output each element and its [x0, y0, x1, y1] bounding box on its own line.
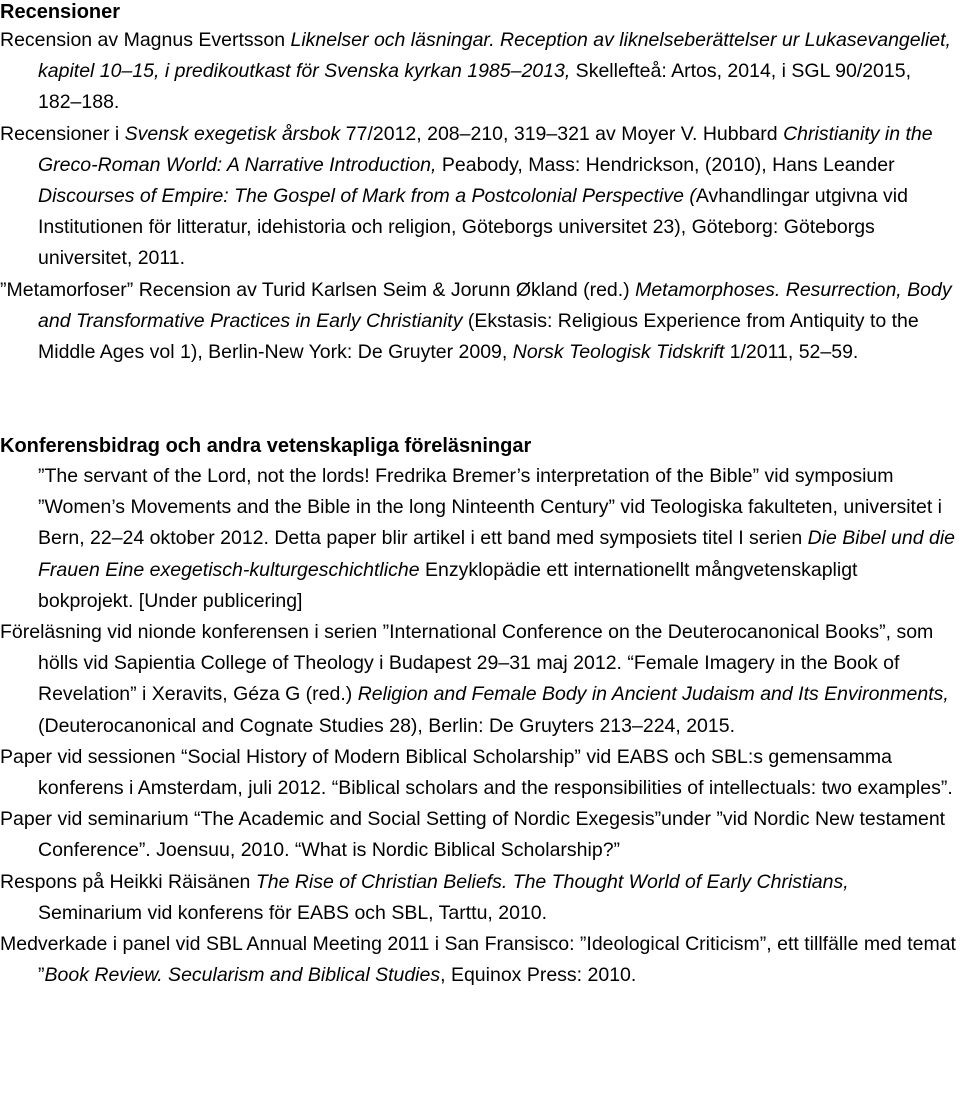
conferences-list: [0, 461, 958, 991]
entry-text: ”Metamorfoser” Recension av Turid Karlsen Seim & Jorunn Økland (red.): [0, 278, 636, 301]
entry-text: 1/2011, 52–59.: [724, 341, 859, 364]
conference-entry: [0, 742, 958, 804]
entry-text: Peabody, Mass: Hendrickson, (2010), Hans Leander: [436, 153, 895, 176]
review-entry: [0, 119, 958, 275]
italic-title: Svensk exegetisk årsbok: [124, 122, 341, 145]
entry-text: 77/2012, 208–210, 319–321 av Moyer V. Hubbard: [340, 122, 784, 145]
entry-text: Recensioner i: [0, 122, 125, 145]
entry-text: Enzyklopädie ett internationellt mångvetenskapligt bokprojekt. [Under publicering]: [38, 558, 858, 612]
conference-entry: [0, 804, 958, 866]
review-entry: [0, 25, 958, 119]
italic-title: Die Bibel und die Frauen Eine exegetisch-kulturgeschichtliche: [38, 527, 956, 581]
entry-text: ”The servant of the Lord, not the lords! Fredrika Bremer’s interpretation of the Bible” vid symposium ”Women’s Movements and the Bible in the long Ninteenth Century” vid Teologiska fakulteten, universitet i Bern, 22–24 oktober 2012. Detta paper blir artikel i ett band med symposiets titel I serien: [38, 465, 942, 550]
entry-text: (Deuterocanonical and Cognate Studies 28), Berlin: De Gruyters 213–224, 2015.: [38, 714, 736, 737]
conference-entry: [0, 617, 958, 742]
conference-entry: [0, 867, 958, 929]
reviews-list: [0, 25, 958, 368]
italic-title: Norsk Teologisk Tidskrift: [512, 341, 725, 364]
entry-text: (Ekstasis: Religious Experience from Antiquity to the Middle Ages vol 1), Berlin-New York: De Gruyter 2009,: [38, 309, 919, 364]
entry-text: Seminarium vid konferens för EABS och SBL, Tarttu, 2010.: [38, 901, 548, 924]
entry-text: Föreläsning vid nionde konferensen i serien ”International Conference on the Deuterocanonical Books”, som hölls vid Sapientia College of Theology i Budapest 29–31 maj 2012. “Female Imagery in the Book of Revelation” i Xeravits, Géza G (red.): [0, 621, 934, 706]
italic-title: Metamorphoses. Resurrection, Body and Transformative Practices in Early Christianity: [38, 278, 952, 332]
italic-title: The Rise of Christian Beliefs. The Thought World of Early Christians,: [255, 870, 849, 893]
entry-text: Avhandlingar utgivna vid Institutionen för litteratur, idehistoria och religion, Göteborgs universitet 23), Göteborg: Göteborgs universitet, 2011.: [38, 185, 908, 270]
conference-entry: [0, 461, 958, 617]
section-heading-conferences: Konferensbidrag och andra vetenskapliga föreläsningar: [0, 435, 532, 457]
entry-text: Paper vid sessionen “Social History of Modern Biblical Scholarship” vid EABS och SBL:s gemensamma konferens i Amsterdam, juli 2012. “Biblical scholars and the responsibilities of intellectuals: two examples”.: [0, 745, 953, 800]
entry-text: Medverkade i panel vid SBL Annual Meeting 2011 i San Fransisco: ”Ideological Criticism”, ett tillfälle med temat ”: [0, 933, 956, 987]
italic-title: Book Review. Secularism and Biblical Studies: [44, 964, 441, 987]
italic-title: Liknelser och läsningar. Reception av liknelseberättelser ur Lukasevangeliet, kapitel 10–15, i predikoutkast för Svenska kyrkan 1985–2013,: [38, 29, 951, 83]
italic-title: Religion and Female Body in Ancient Judaism and Its Environments,: [357, 683, 949, 706]
entry-text: Skellefteå: Artos, 2014, i SGL 90/2015, 182–188.: [38, 60, 912, 114]
conference-entry: [0, 929, 958, 991]
entry-text: Respons på Heikki Räisänen: [0, 870, 256, 893]
review-entry: [0, 275, 958, 369]
entry-text: Paper vid seminarium “The Academic and Social Setting of Nordic Exegesis”under ”vid Nordic New testament Conference”. Joensuu, 2010. “What is Nordic Biblical Scholarship?”: [0, 808, 946, 862]
italic-title: Christianity in the Greco-Roman World: A Narrative Introduction,: [38, 122, 933, 176]
entry-text: Recension av Magnus Evertsson: [0, 29, 291, 51]
italic-title: Discourses of Empire: The Gospel of Mark from a Postcolonial Perspective (: [38, 185, 696, 208]
entry-text: , Equinox Press: 2010.: [440, 964, 637, 987]
section-heading-reviews: Recensioner: [0, 1, 121, 23]
